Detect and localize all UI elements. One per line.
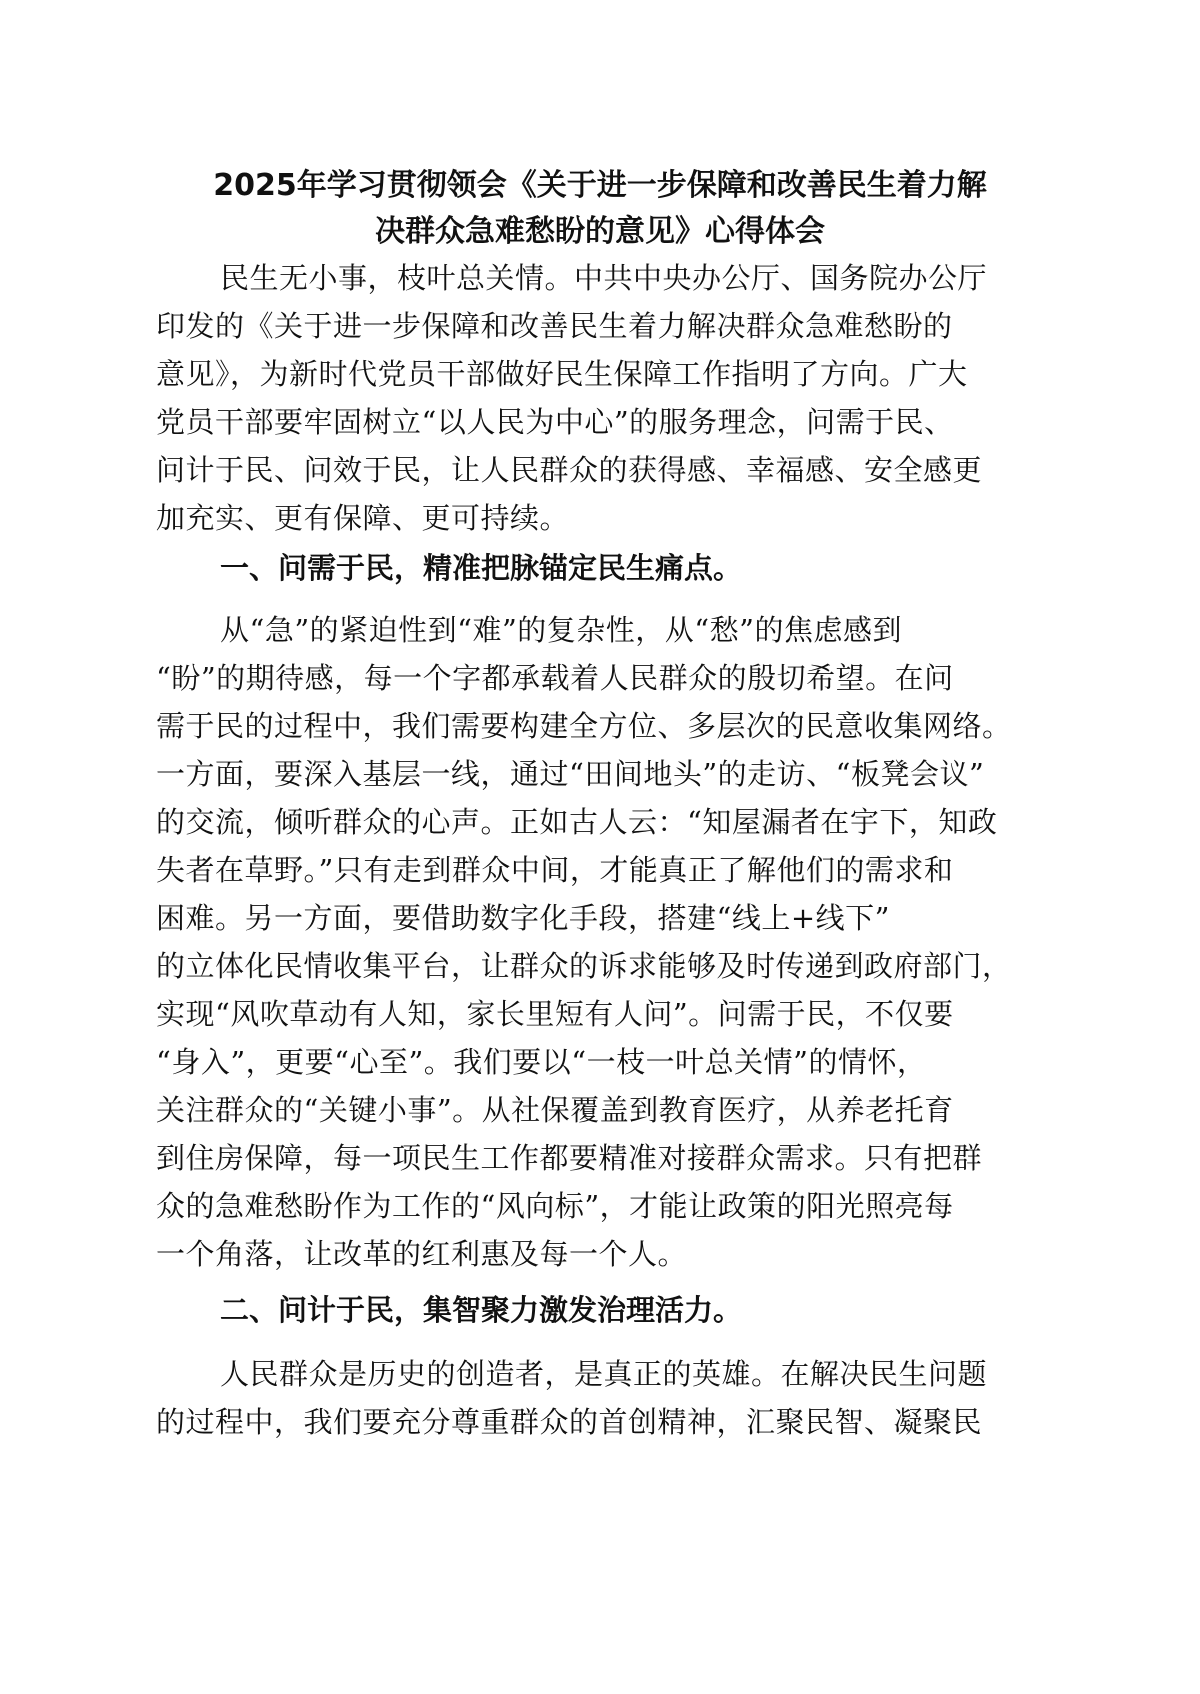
intro-paragraph-line: 加充实、更有保障、更可持续。 xyxy=(156,501,570,535)
section1-paragraph-line: 一方面，要深入基层一线，通过“田间地头”的走访、“板凳会议” xyxy=(156,757,985,791)
intro-paragraph-line: 问计于民、问效于民，让人民群众的获得感、幸福感、安全感更 xyxy=(156,453,983,487)
section1-paragraph-line: 需于民的过程中，我们需要构建全方位、多层次的民意收集网络。 xyxy=(156,709,1012,743)
section1-paragraph-line: 的立体化民情收集平台，让群众的诉求能够及时传递到政府部门， xyxy=(156,949,1012,983)
section1-paragraph-line: 失者在草野。”只有走到群众中间，才能真正了解他们的需求和 xyxy=(156,853,954,887)
intro-paragraph-line: 意见》，为新时代党员干部做好民生保障工作指明了方向。广大 xyxy=(156,357,968,391)
section1-paragraph-line: 到住房保障，每一项民生工作都要精准对接群众需求。只有把群 xyxy=(156,1141,983,1175)
section-heading-1: 一、问需于民，精准把脉锚定民生痛点。 xyxy=(220,551,743,585)
intro-paragraph-line: 印发的《关于进一步保障和改善民生着力解决群众急难愁盼的 xyxy=(156,309,953,343)
intro-paragraph-line: 党员干部要牢固树立“以人民为中心”的服务理念，问需于民、 xyxy=(156,405,954,439)
intro-paragraph-line: 民生无小事，枝叶总关情。中共中央办公厅、国务院办公厅 xyxy=(220,261,988,295)
document-title-line-2: 决群众急难愁盼的意见》心得体会 xyxy=(375,214,825,249)
document-title-line-1: 2025年学习贯彻领会《关于进一步保障和改善民生着力解 xyxy=(213,168,987,203)
section-heading-2: 二、问计于民，集智聚力激发治理活力。 xyxy=(220,1293,743,1327)
section1-paragraph-line: 关注群众的“关键小事”。从社保覆盖到教育医疗，从养老托育 xyxy=(156,1093,954,1127)
section2-paragraph-line: 人民群众是历史的创造者，是真正的英雄。在解决民生问题 xyxy=(220,1357,988,1391)
section1-paragraph-line: 实现“风吹草动有人知，家长里短有人问”。问需于民，不仅要 xyxy=(156,997,954,1031)
section2-paragraph-line: 的过程中，我们要充分尊重群众的首创精神，汇聚民智、凝聚民 xyxy=(156,1405,983,1439)
section1-paragraph-line: 一个角落，让改革的红利惠及每一个人。 xyxy=(156,1237,688,1271)
section1-paragraph-line: 从“急”的紧迫性到“难”的复杂性，从“愁”的焦虑感到 xyxy=(220,613,902,647)
section1-paragraph-line: “身入”，更要“心至”。我们要以“一枝一叶总关情”的情怀， xyxy=(156,1045,927,1079)
section1-paragraph-line: “盼”的期待感，每一个字都承载着人民群众的殷切希望。在问 xyxy=(156,661,954,695)
section1-paragraph-line: 的交流，倾听群众的心声。正如古人云：“知屋漏者在宇下，知政 xyxy=(156,805,998,839)
section1-paragraph-line: 众的急难愁盼作为工作的“风向标”，才能让政策的阳光照亮每 xyxy=(156,1189,954,1223)
section1-paragraph-line: 困难。另一方面，要借助数字化手段，搭建“线上+线下” xyxy=(156,901,890,935)
